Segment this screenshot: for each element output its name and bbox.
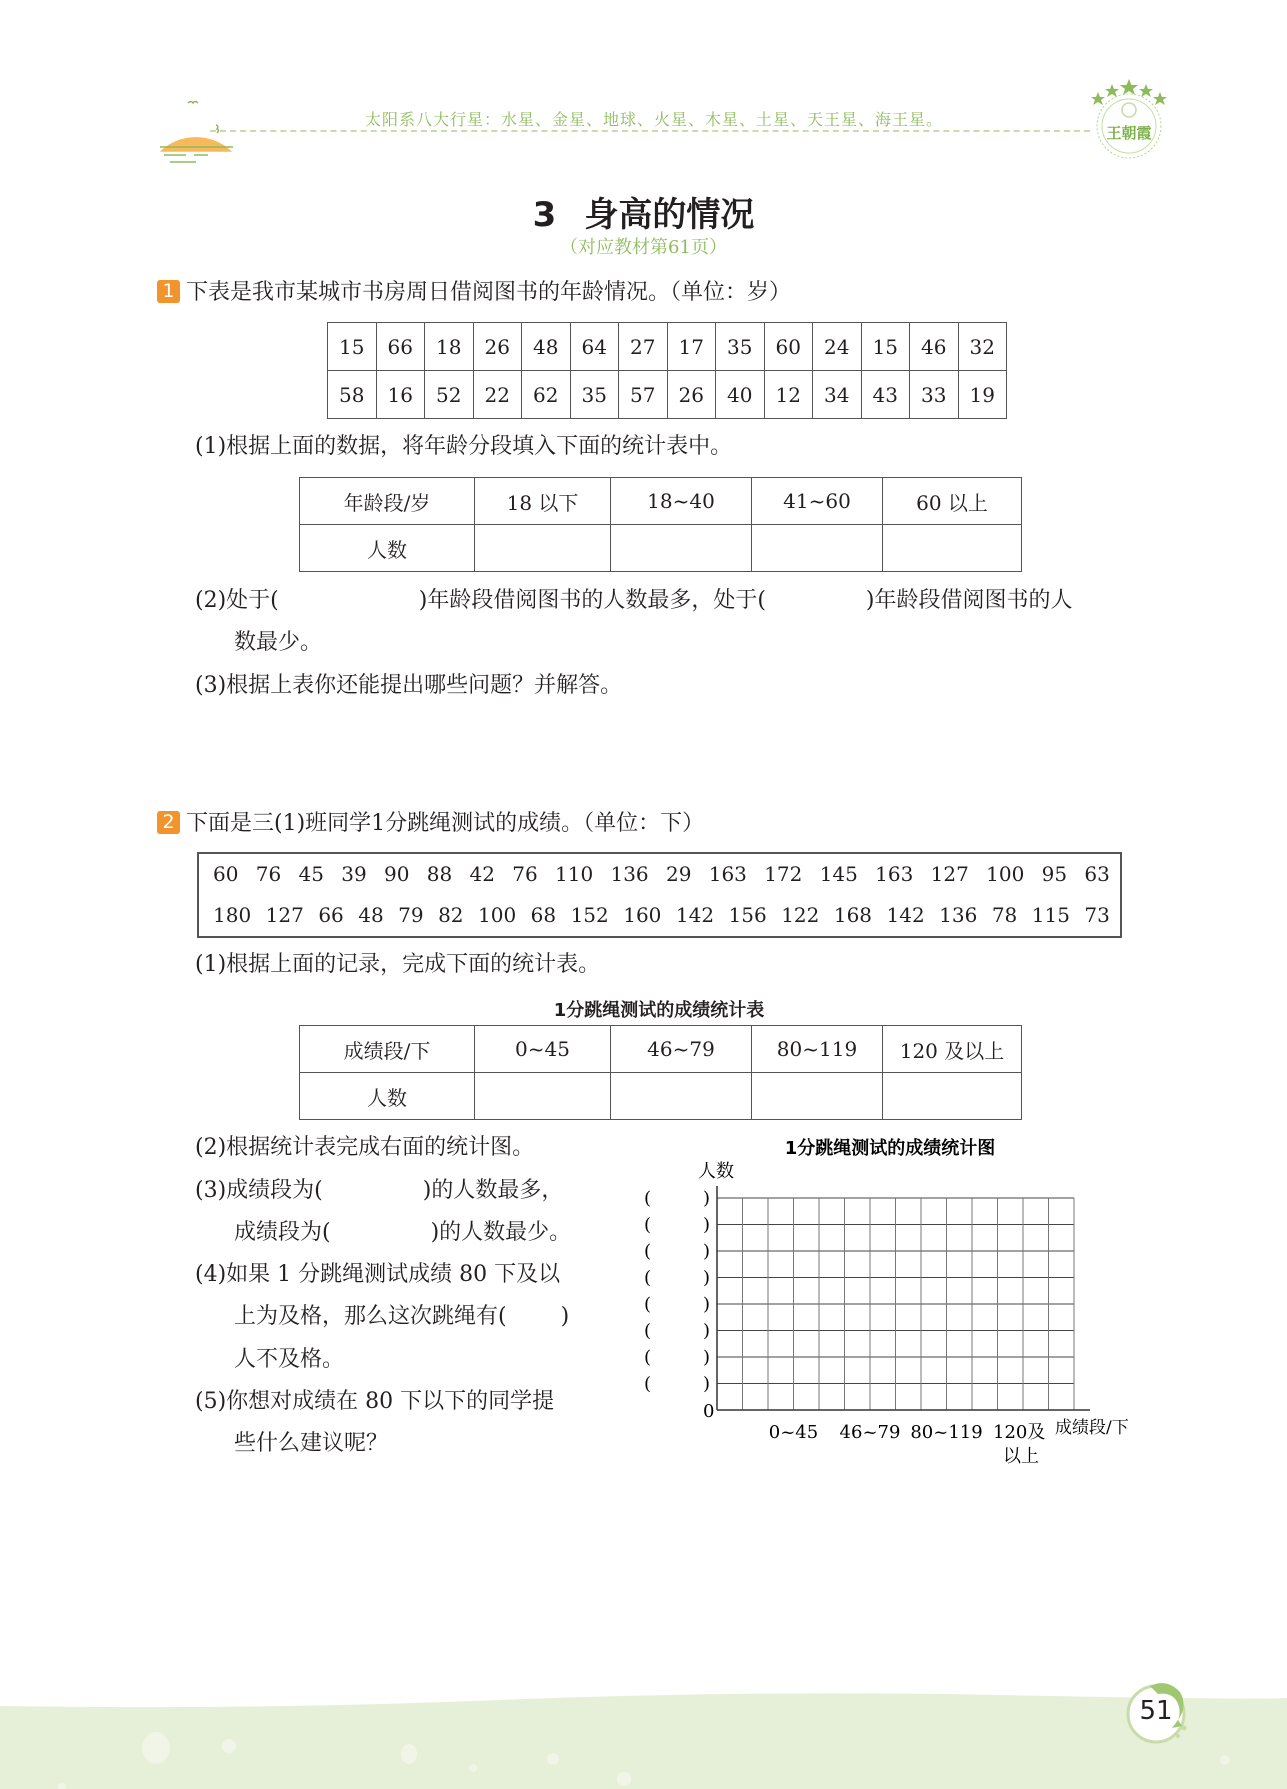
q1-sub2 [195,590,1073,612]
age-cell: 15 [328,323,377,371]
footer-wave-band [0,1690,1287,1789]
table-column-header: 46~79 [611,1026,752,1073]
age-cell: 52 [425,371,474,419]
table-row [328,323,1007,371]
q2-sub4-line2 [234,1306,569,1328]
age-cell: 58 [328,371,377,419]
chart-grid [717,1186,1090,1410]
age-cell: 48 [522,323,571,371]
scores-row [199,895,1120,936]
q2-sub1: (1)根据上面的记录，完成下面的统计表。 [195,952,601,977]
answer-cell[interactable] [883,1073,1022,1120]
question-number-badge: 2 [157,811,180,834]
age-cell: 60 [764,323,813,371]
score-value: 136 [610,862,649,886]
score-value: 160 [623,903,662,927]
answer-cell[interactable] [475,525,611,572]
score-value: 79 [398,903,424,927]
age-cell: 27 [619,323,668,371]
score-value: 152 [570,903,609,927]
age-cell: 62 [522,371,571,419]
score-value: 82 [438,903,464,927]
table-column-header: 18~40 [611,478,752,525]
page-title [0,187,1287,236]
q1-sub2-text: (2)处于( [195,588,279,613]
q2-sub3-text: 成绩段为( [234,1220,331,1245]
table-row-label: 人数 [300,1073,475,1120]
score-bar-chart [630,1125,1170,1475]
age-cell: 18 [425,323,474,371]
y-tick-blank-close[interactable]: ) [703,1320,711,1342]
question-number-badge: 1 [157,280,180,303]
age-cell: 57 [619,371,668,419]
score-value: 39 [341,862,367,886]
score-value: 45 [298,862,324,886]
score-value: 48 [358,903,384,927]
score-value: 78 [991,903,1018,927]
age-cell: 15 [861,323,910,371]
score-value: 142 [886,903,925,927]
age-data-table [327,322,1007,419]
score-value: 76 [512,862,538,886]
q2-sub5-line2: 些什么建议呢？ [234,1431,389,1456]
age-cell: 12 [764,371,813,419]
score-value: 66 [318,903,344,927]
q2-sub3-text: )的人数最多， [422,1178,564,1203]
score-value: 122 [781,903,820,927]
lesson-number: 3 [532,195,557,235]
y-tick-blank-close[interactable]: ) [703,1188,711,1209]
age-cell: 40 [716,371,765,419]
chart-y-ticks[interactable] [644,1188,714,1422]
score-stat-table [299,1025,1022,1120]
score-value: 100 [986,862,1025,886]
q1-sub2-line2: 数最少。 [234,630,323,655]
x-tick-label: 46~79 [839,1422,901,1443]
question-1-prompt [157,280,791,304]
q2-sub3-line2 [234,1222,571,1244]
score-value: 29 [665,862,692,886]
question-2-prompt [157,811,704,835]
y-tick-blank-open[interactable]: ( [644,1214,652,1236]
score-value: 63 [1084,862,1110,886]
score-value: 172 [764,862,803,886]
table-row [328,371,1007,419]
sunset-icon [158,95,233,170]
score-value: 95 [1041,862,1068,886]
score-value: 60 [213,862,239,886]
score-value: 68 [530,903,557,927]
age-cell: 26 [473,323,522,371]
table-column-header: 41~60 [752,478,883,525]
age-cell: 19 [958,371,1007,419]
score-value: 156 [728,903,767,927]
age-cell: 24 [813,323,862,371]
score-value: 76 [255,862,282,886]
y-tick-blank-open[interactable]: ( [644,1188,652,1209]
age-cell: 35 [716,323,765,371]
age-cell: 33 [910,371,959,419]
question-1-text: 下表是我市某城市书房周日借阅图书的年龄情况。（单位：岁） [186,280,792,305]
chart-x-ticks [769,1422,1046,1467]
x-tick-label: 120及 [993,1422,1046,1443]
age-cell: 17 [667,323,716,371]
y-tick-blank-close[interactable]: ) [703,1347,711,1368]
scores-row [199,854,1120,895]
y-tick-blank-open[interactable]: ( [644,1320,652,1342]
y-tick-blank-close[interactable]: ) [703,1373,711,1395]
score-value: 73 [1084,903,1110,927]
score-value: 136 [939,903,978,927]
stars-badge-icon [1088,78,1170,164]
y-tick-zero: 0 [703,1401,715,1422]
q2-sub4-line3: 人不及格。 [234,1347,345,1372]
answer-cell[interactable] [611,1073,752,1120]
answer-cell[interactable] [752,1073,883,1120]
logo-text: 王朝霞 [1106,124,1152,142]
score-value: 100 [478,903,517,927]
score-value: 90 [384,862,410,886]
q1-sub3: (3)根据上表你还能提出哪些问题？并解答。 [195,673,623,698]
textbook-reference: （对应教材第61页） [560,237,727,258]
y-tick-blank-close[interactable]: ) [703,1267,711,1289]
age-cell: 34 [813,371,862,419]
age-cell: 26 [667,371,716,419]
chart-x-axis-label: 成绩段/下 [1055,1418,1129,1438]
answer-cell[interactable] [611,525,752,572]
table-column-header: 18 以下 [475,478,611,525]
score-value: 180 [213,903,252,927]
x-tick-label-line2: 以上 [1003,1446,1039,1467]
score-value: 168 [833,903,873,927]
score-value: 145 [819,862,858,886]
lesson-title: 身高的情况 [584,195,755,235]
y-tick-blank-open[interactable]: ( [644,1267,652,1289]
q2-sub4-text: ) [560,1304,570,1329]
chart-title: 1分跳绳测试的成绩统计图 [784,1138,996,1159]
y-tick-blank-close[interactable]: ) [703,1241,711,1262]
x-tick-label: 80~119 [910,1422,983,1443]
age-stat-table [299,477,1022,572]
header-slogan: 太阳系八大行星：水星、金星、地球、火星、木星、土星、天王星、海王星。 [365,110,944,129]
y-tick-blank-close[interactable]: ) [703,1214,711,1236]
table-column-header: 80~119 [752,1026,883,1073]
answer-cell[interactable] [752,525,883,572]
chart-y-axis-label: 人数 [698,1161,734,1182]
y-tick-blank-open[interactable]: ( [644,1294,652,1315]
x-tick-label: 0~45 [768,1422,819,1443]
table-header-label: 年龄段/岁 [300,478,475,525]
answer-cell[interactable] [883,525,1022,572]
q2-sub4-text: 上为及格，那么这次跳绳有( [234,1304,507,1329]
score-value: 88 [426,862,453,886]
score-value: 163 [708,862,747,886]
table-column-header: 120 及以上 [883,1026,1022,1073]
age-cell: 64 [570,323,619,371]
answer-cell[interactable] [475,1073,611,1120]
jump-rope-scores-table [197,852,1122,938]
q2-sub5-line1: (5)你想对成绩在 80 下以下的同学提 [195,1389,555,1414]
y-tick-blank-open[interactable]: ( [644,1241,652,1262]
age-cell: 22 [473,371,522,419]
age-cell: 46 [910,323,959,371]
q1-sub2-text: )年龄段借阅图书的人数最多，处于( [418,588,766,613]
score-value: 127 [930,862,969,886]
age-cell: 16 [376,371,425,419]
score-value: 115 [1031,903,1070,927]
header-dashed-rule [210,130,1090,132]
y-tick-blank-open[interactable]: ( [644,1373,652,1395]
page-number-badge [1122,1670,1198,1746]
question-2-text: 下面是三(1)班同学1分跳绳测试的成绩。（单位：下） [186,811,705,836]
q2-sub3-line1 [195,1180,563,1202]
age-cell: 35 [570,371,619,419]
table-header-label: 成绩段/下 [300,1026,475,1073]
table-column-header: 0~45 [475,1026,611,1073]
table-column-header: 60 以上 [883,478,1022,525]
q2-sub3-text: )的人数最少。 [430,1220,572,1245]
y-tick-blank-open[interactable]: ( [644,1347,652,1368]
table-row-label: 人数 [300,525,475,572]
age-cell: 32 [958,323,1007,371]
q2-sub2: (2)根据统计表完成右面的统计图。 [195,1135,535,1160]
q1-sub1: (1)根据上面的数据，将年龄分段填入下面的统计表中。 [195,434,733,459]
q2-sub3-text: (3)成绩段为( [195,1178,323,1203]
score-value: 163 [875,862,914,886]
age-cell: 43 [861,371,910,419]
page-number: 51 [1139,1696,1173,1726]
score-value: 142 [675,903,715,927]
score-value: 42 [469,862,495,886]
y-tick-blank-close[interactable]: ) [703,1294,711,1315]
q2-sub4-line1: (4)如果 1 分跳绳测试成绩 80 下及以 [195,1262,561,1287]
q1-sub2-text: )年龄段借阅图书的人 [865,588,1073,613]
stat-table-title: 1分跳绳测试的成绩统计表 [553,1000,765,1021]
age-cell: 66 [376,323,425,371]
score-value: 127 [265,903,304,927]
publisher-logo [1088,78,1170,164]
score-value: 110 [555,862,594,886]
